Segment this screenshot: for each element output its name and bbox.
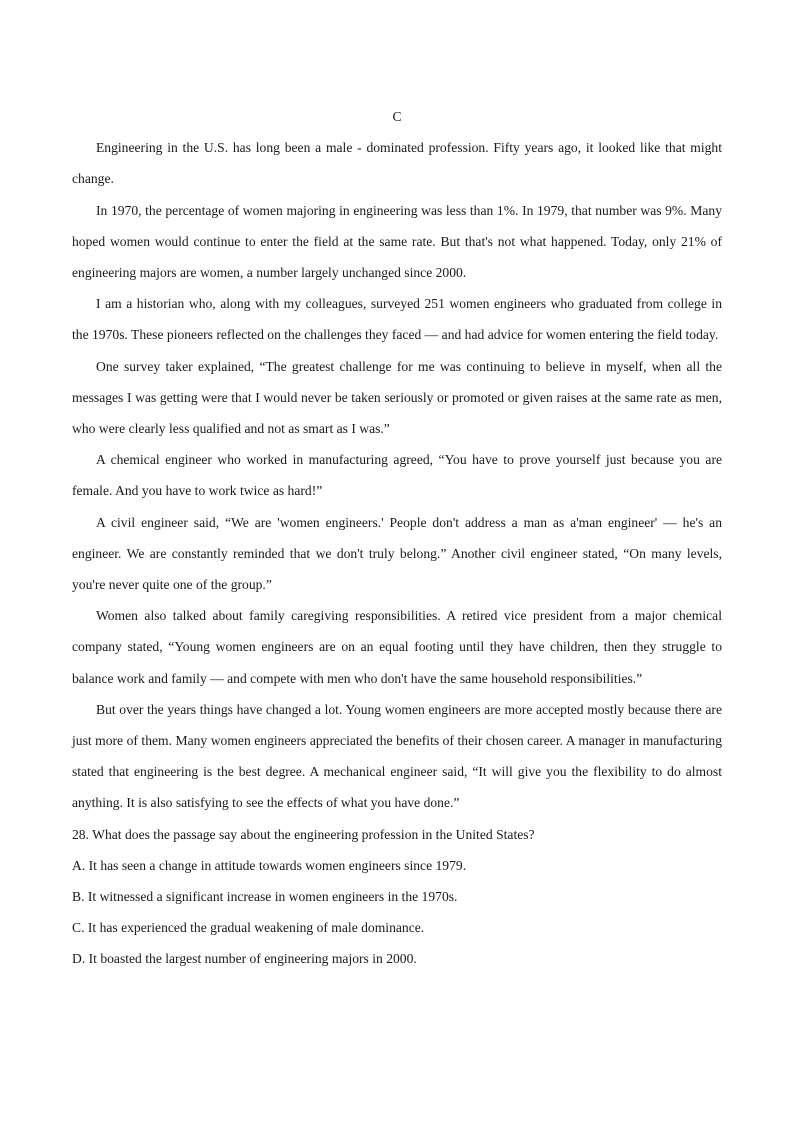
paragraph: In 1970, the percentage of women majoring in engineering was less than 1%. In 1979, that number was 9%. Many hoped women would continue to enter the field at the same rate. But that's not what happened. Today, only 21% of engineering majors are women, a number largely unchanged since 2000.: [72, 202, 722, 280]
section-label: C: [392, 109, 402, 124]
paragraph: A chemical engineer who worked in manufacturing agreed, “You have to prove yourself just because you are female. And you have to work twice as hard!”: [72, 452, 722, 499]
answer-option-d[interactable]: D. It boasted the largest number of engineering majors in 2000.: [72, 951, 417, 967]
paragraph: Women also talked about family caregiving responsibilities. A retired vice president from a major chemical company stated, “Young women engineers are on an equal footing until they have children, then they struggle to balance work and family — and compete with men who don't have the same household responsibilities.”: [72, 608, 722, 686]
paragraph: Engineering in the U.S. has long been a male - dominated profession. Fifty years ago, it looked like that might change.: [72, 140, 722, 187]
answer-option-c[interactable]: C. It has experienced the gradual weakening of male dominance.: [72, 920, 425, 936]
paragraph: I am a historian who, along with my colleagues, surveyed 251 women engineers who graduated from college in the 1970s. These pioneers reflected on the challenges they faced — and had advice for women entering the field today.: [72, 296, 722, 343]
answer-option-b[interactable]: B. It witnessed a significant increase in women engineers in the 1970s.: [72, 889, 458, 905]
paragraph: A civil engineer said, “We are 'women engineers.' People don't address a man as a'man engineer' — he's an engineer. We are constantly reminded that we don't truly belong.” Another civil engineer stated, “On many levels, you're never quite one of the group.”: [72, 514, 722, 593]
paragraph: But over the years things have changed a lot. Young women engineers are more accepted mostly because there are just more of them. Many women engineers appreciated the benefits of their chosen career. A manager in manufacturing stated that engineering is the best degree. A mechanical engineer said, “It will give you the flexibility to do almost anything. It is also satisfying to see the effects of what you have done.”: [72, 701, 722, 811]
answer-option-a[interactable]: A. It has seen a change in attitude towards women engineers since 1979.: [72, 857, 467, 873]
paragraph: One survey taker explained, “The greatest challenge for me was continuing to believe in myself, when all the messages I was getting were that I would never be taken seriously or promoted or given raises at the same rate as men, who were clearly less qualified and not as smart as I was.”: [72, 358, 722, 437]
question-prompt: 28. What does the passage say about the engineering profession in the United States?: [72, 826, 535, 842]
document-page: [72, 101, 722, 975]
answer-options: [72, 850, 722, 975]
